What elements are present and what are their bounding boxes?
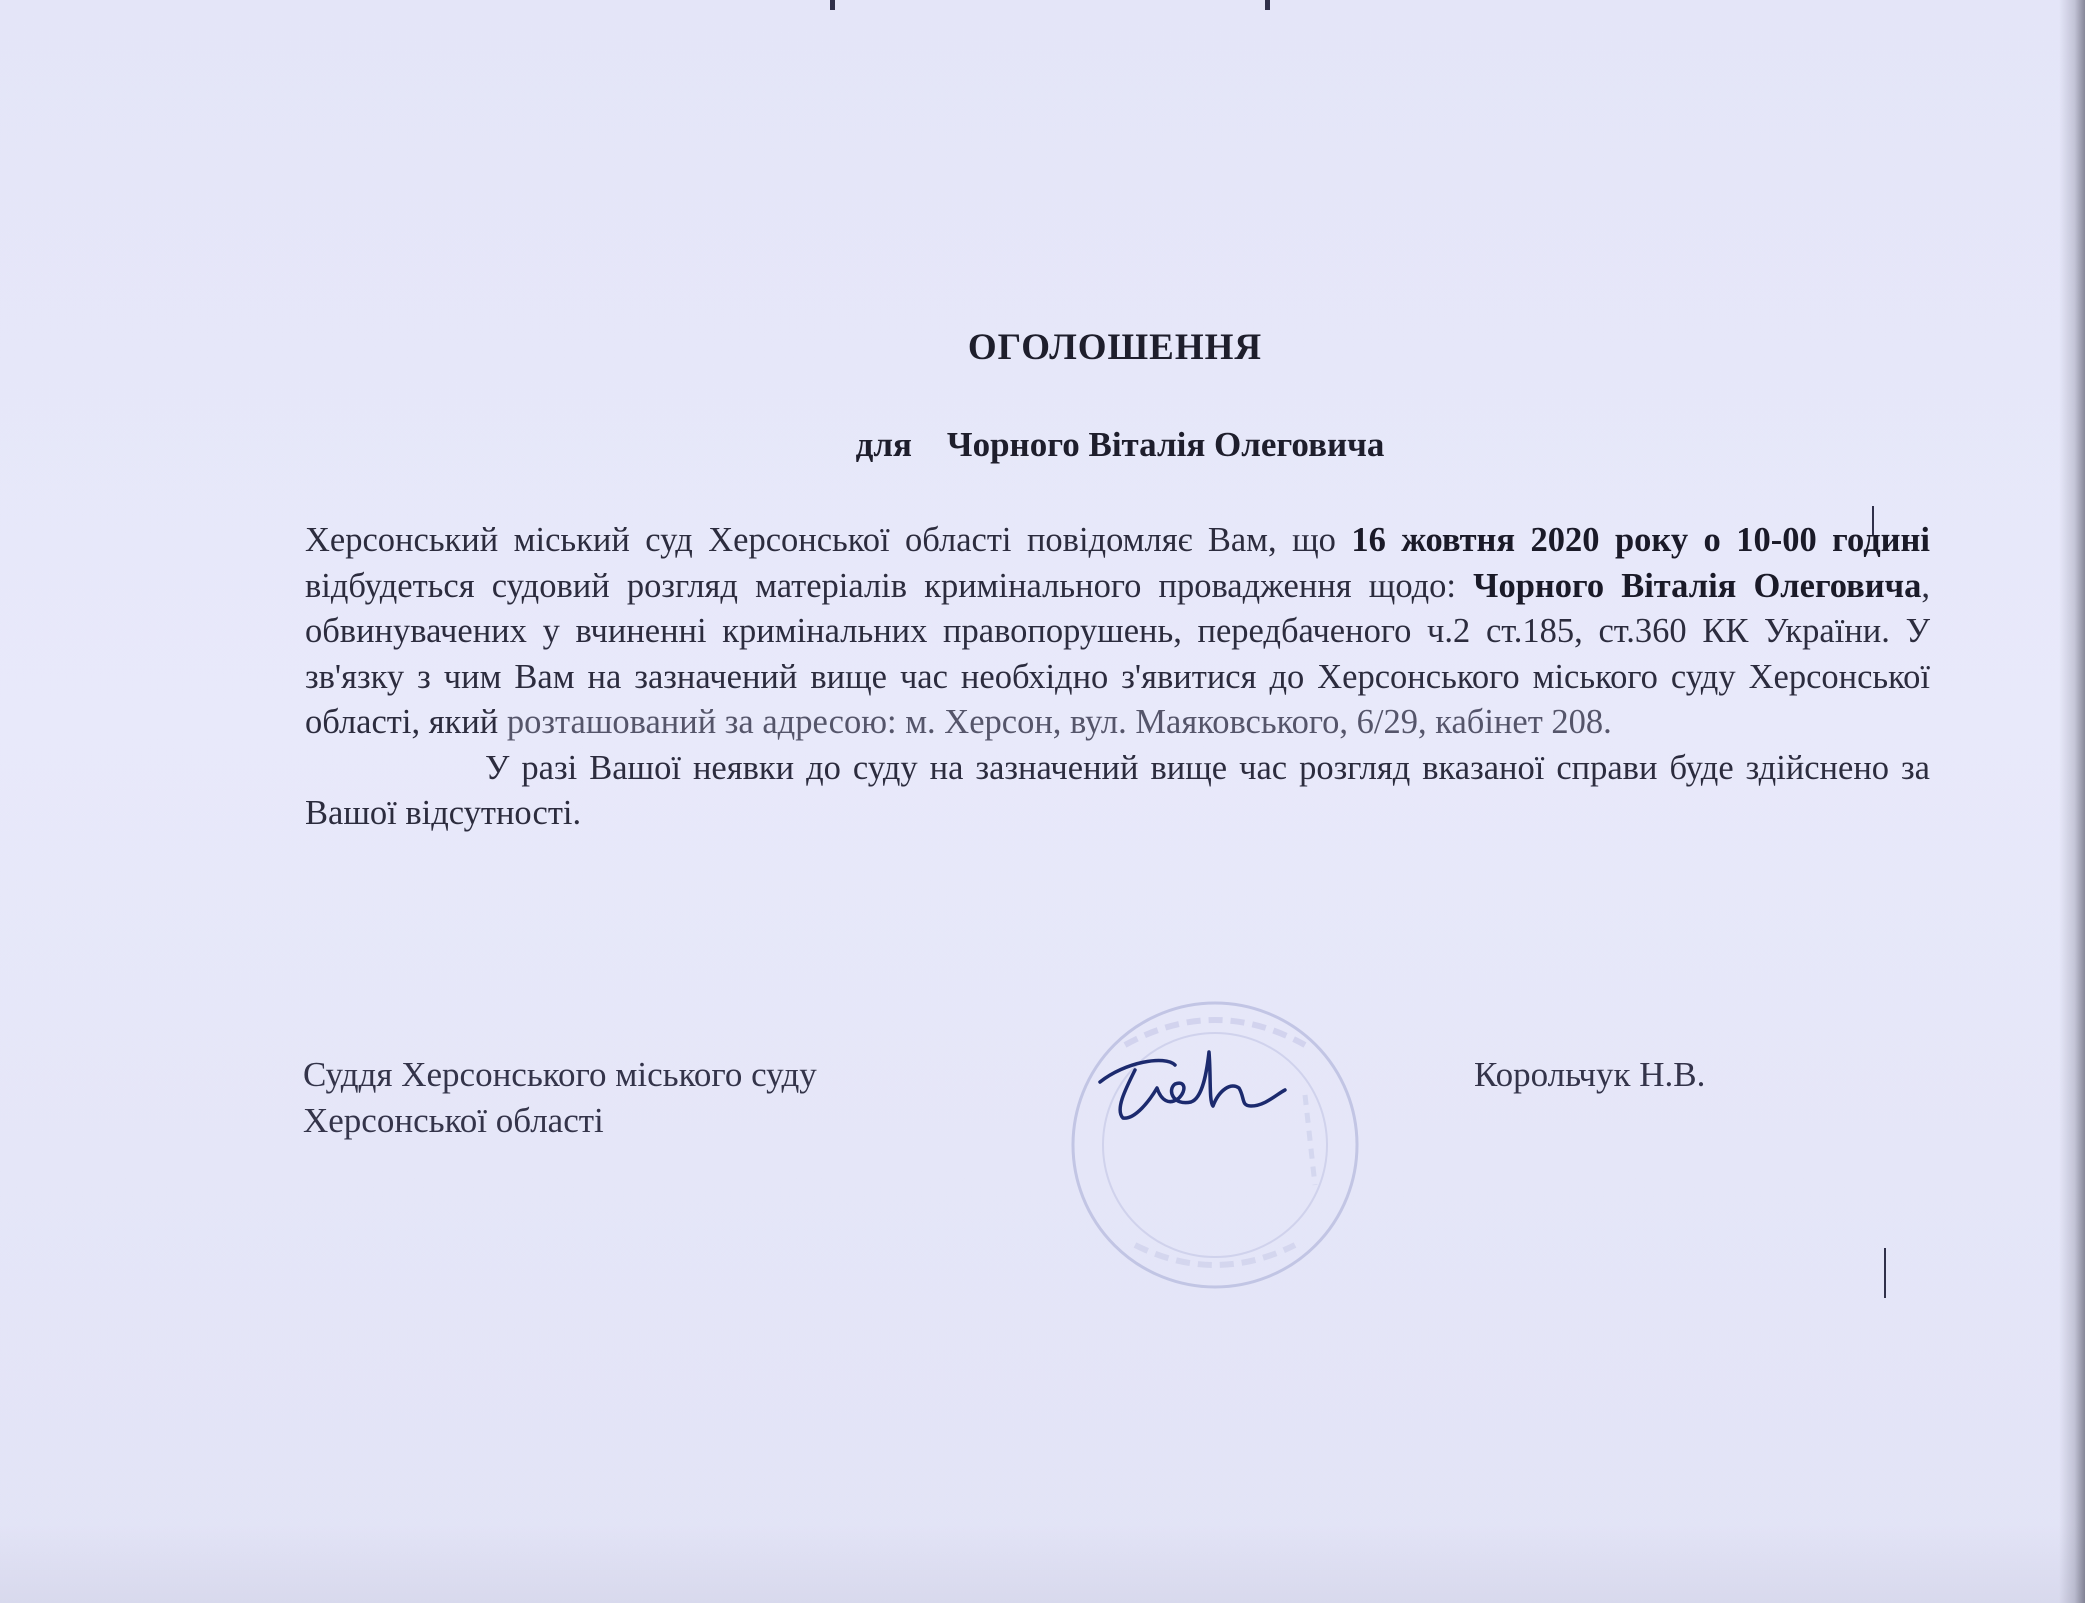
defendant-name: Чорного Віталія Олеговича (1473, 566, 1922, 605)
paper-edge-shadow (2059, 0, 2085, 1603)
top-edge-mark (830, 0, 835, 10)
hearing-date: 16 жовтня 2020 року о 10-00 годині (1351, 521, 1930, 559)
paper-bottom-shade (0, 1523, 2085, 1603)
notice-text: , обвинувачених у вчиненні кримінальних правопорушень, передбаченого ч.2 ст.185, ст.360 КК України. У зв'язку з чим Вам на зазначений вище час необхідно з'явитися до Херсонського міського суду Херсонської області, який (305, 566, 1930, 741)
judge-position-line: Суддя Херсонського міського суду (303, 1055, 817, 1094)
judge-position (303, 1052, 817, 1144)
court-address: розташований за адресою: м. Херсон, вул. Маяковського, 6/29, кабінет 208. (506, 703, 1612, 741)
notice-paragraph (305, 518, 1930, 746)
absence-paragraph (305, 746, 1930, 837)
judge-name: Корольчук Н.В. (1474, 1055, 1706, 1094)
court-stamp (1065, 985, 1365, 1305)
notice-body (305, 518, 1930, 837)
document-title: ОГОЛОШЕННЯ (967, 327, 1263, 368)
notice-text: Херсонський міський суд Херсонської області повідомляє Вам, що (305, 521, 1352, 559)
judge-position-line: Херсонської області (303, 1101, 604, 1140)
document-subtitle: для Чорного Віталія Олеговича (855, 425, 1385, 464)
margin-mark (1884, 1248, 1886, 1298)
absence-text: У разі Вашої неявки до суду на зазначений вище час розгляд вказаної справи буде здійснено за Вашої відсутності. (305, 748, 1930, 832)
judge-signature (1095, 1040, 1295, 1130)
notice-text: відбудеться судовий розгляд матеріалів кримінального провадження щодо: (305, 566, 1474, 605)
top-edge-mark (1265, 0, 1270, 10)
